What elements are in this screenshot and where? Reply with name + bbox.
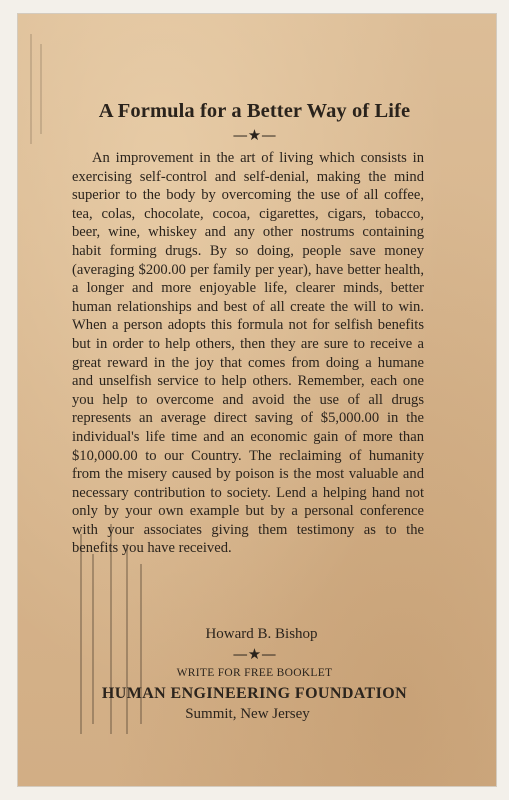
booklet-offer: WRITE FOR FREE BOOKLET <box>176 667 333 679</box>
organization-name: HUMAN ENGINEERING FOUNDATION <box>101 685 408 702</box>
organization-location: Summit, New Jersey <box>185 706 310 722</box>
body-paragraph: An improvement in the art of living which consists in exercising self-control and self-denial, making the mind superior to the body by overcoming the use of all coffee, tea, colas, chocolate, cocoa, cigarettes, cigars, tobacco, beer, wine, whiskey and any other nostrums containing habit forming drugs. By so doing, people save money (averaging $200.00 per family per year), have better health, a longer and more enjoyable life, clearer minds, better human relationships and best of all create the will to win. When a person adopts this formula not for selfish benefits but in order to help others, then they are sure to receive a great reward in the joy that comes from doing a humane and unselfish service to help others. Remember, each one you help to overcome and avoid the use of all drugs represents an average direct saving of $5,000.00 in the individual's life time and an economic gain of more than $10,000.00 to our Country. The reclaiming of humanity from the misery caused by poison is the most valuable and necessary contribution to society. Lend a helping hand not only by your own example but by a personal conference with your associates giving them testimony as to the benefits you have received. <box>72 150 424 557</box>
star-divider-top: —★— <box>232 126 277 144</box>
page-title: A Formula for a Better Way of Life <box>98 100 411 122</box>
author-signature: Howard B. Bishop <box>205 626 318 642</box>
star-divider-bottom: —★— <box>232 645 277 663</box>
